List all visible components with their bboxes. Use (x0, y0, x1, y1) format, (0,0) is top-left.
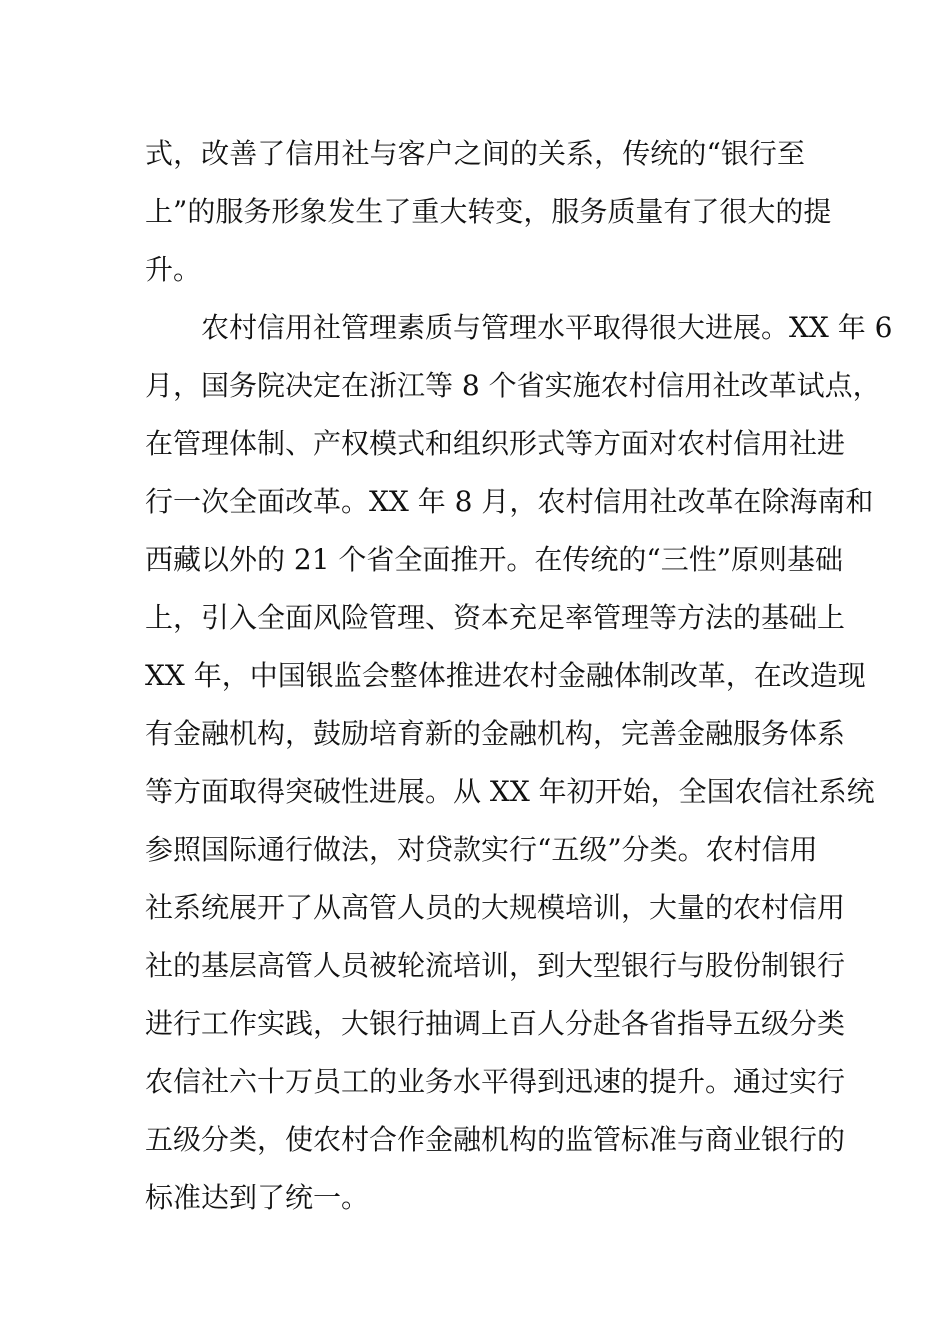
text-line: 等方面取得突破性进展。从 XX 年初开始，全国农信社系统 (145, 775, 875, 808)
text-line: 参照国际通行做法，对贷款实行“五级”分类。农村信用 (145, 833, 818, 866)
text-line: 西藏以外的 21 个省全面推开。在传统的“三性”原则基础 (145, 543, 844, 576)
text-line: 上”的服务形象发生了重大转变，服务质量有了很大的提 (145, 195, 832, 228)
text-line: 五级分类，使农村合作金融机构的监管标准与商业银行的 (145, 1123, 846, 1156)
text-line: 升。 (145, 253, 202, 286)
text-line: 进行工作实践，大银行抽调上百人分赴各省指导五级分类 (145, 1007, 846, 1040)
text-line: 社系统展开了从高管人员的大规模培训，大量的农村信用 (145, 891, 846, 924)
text-line: 式，改善了信用社与客户之间的关系，传统的“银行至 (145, 137, 805, 170)
text-line: 月，国务院决定在浙江等 8 个省实施农村信用社改革试点， (145, 369, 881, 402)
text-line: 标准达到了统一。 (145, 1181, 370, 1214)
text-line: 社的基层高管人员被轮流培训，到大型银行与股份制银行 (145, 949, 846, 982)
text-line: 上，引入全面风险管理、资本充足率管理等方法的基础上 (145, 601, 846, 634)
text-line: 有金融机构，鼓励培育新的金融机构，完善金融服务体系 (145, 717, 846, 750)
text-line: 农信社六十万员工的业务水平得到迅速的提升。通过实行 (145, 1065, 846, 1098)
text-line: 在管理体制、产权模式和组织形式等方面对农村信用社进 (145, 427, 846, 460)
text-line: XX 年，中国银监会整体推进农村金融体制改革，在改造现 (145, 659, 866, 692)
text-line: 农村信用社管理素质与管理水平取得很大进展。XX 年 6 (201, 311, 893, 344)
text-line: 行一次全面改革。XX 年 8 月，农村信用社改革在除海南和 (145, 485, 874, 518)
